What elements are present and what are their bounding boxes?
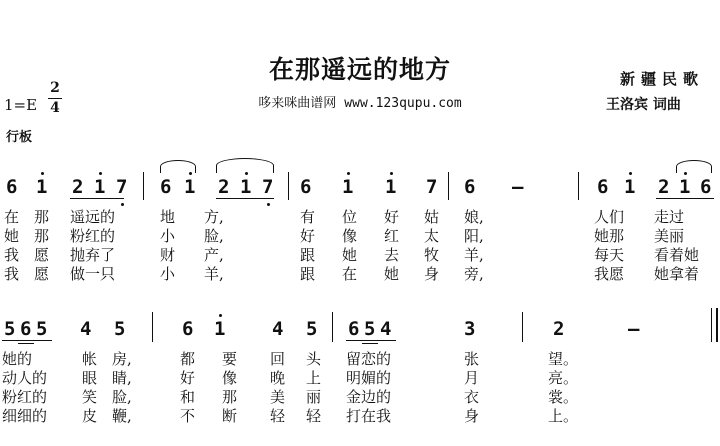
lyric-word: 愿	[34, 265, 50, 283]
lyric-word: 望。	[548, 350, 579, 368]
song-origin: 新疆民歌	[620, 70, 705, 88]
lyric-word: 美	[270, 388, 286, 406]
lyric-word: 位	[342, 208, 358, 226]
jianpu-note: 7	[116, 176, 128, 198]
low-octave-dot	[121, 203, 124, 206]
lyric-word: 上。	[548, 407, 579, 425]
jianpu-note: 5	[36, 318, 48, 340]
lyric-word: 笑	[82, 388, 98, 406]
lyric-word: 地	[160, 208, 176, 226]
beam-underline	[70, 198, 124, 199]
high-octave-dot	[347, 172, 350, 175]
lyric-word: 姑	[424, 208, 440, 226]
jianpu-note: 1	[624, 176, 636, 198]
source-site-name: 哆来咪曲谱网	[258, 96, 337, 111]
beam-underline	[216, 198, 274, 199]
jianpu-note: 6	[6, 176, 18, 198]
lyric-word: 红	[384, 227, 400, 245]
lyric-word: 看着她	[654, 246, 700, 264]
jianpu-note: 1	[184, 176, 196, 198]
lyric-word: 睛,	[112, 369, 132, 387]
jianpu-note: 6	[700, 176, 712, 198]
beam-underline	[18, 343, 34, 344]
jianpu-note: 1	[36, 176, 48, 198]
jianpu-note: 6	[160, 176, 172, 198]
lyric-word: 人们	[594, 208, 625, 226]
jianpu-note: 2	[553, 318, 565, 340]
lyric-word: 身	[464, 407, 480, 425]
jianpu-note: –	[512, 176, 524, 198]
lyric-word: 有	[300, 208, 316, 226]
lyric-word: 像	[222, 369, 238, 387]
time-signature-divider	[48, 98, 62, 99]
barline	[152, 312, 153, 342]
lyric-word: 我	[4, 265, 20, 283]
final-barline-thick	[716, 308, 718, 342]
lyric-word: 金边的	[346, 388, 392, 406]
slur	[216, 158, 274, 173]
jianpu-note: 1	[94, 176, 106, 198]
source-url: www.123qupu.com	[344, 96, 462, 111]
score-line-1	[0, 176, 720, 206]
jianpu-note: 3	[464, 318, 476, 340]
lyric-word: 眼	[82, 369, 98, 387]
lyric-word: 脸,	[112, 388, 132, 406]
jianpu-note: 6	[464, 176, 476, 198]
lyric-word: 跟	[300, 265, 316, 283]
jianpu-note: 7	[262, 176, 274, 198]
lyric-word: 皮	[82, 407, 98, 425]
lyric-word: 做一只	[70, 265, 116, 283]
lyric-word: 去	[384, 246, 400, 264]
lyric-word: 回	[270, 350, 286, 368]
jianpu-note: 4	[380, 318, 392, 340]
score-line-2	[0, 318, 720, 348]
lyric-word: 都	[180, 350, 196, 368]
lyric-word: 好	[300, 227, 316, 245]
lyric-word: 像	[342, 227, 358, 245]
lyric-word: 在	[342, 265, 358, 283]
barline	[578, 172, 579, 200]
song-title: 在那遥远的地方	[268, 55, 451, 84]
lyric-word: 粉红的	[2, 388, 48, 406]
lyric-word: 鞭,	[112, 407, 132, 425]
lyric-word: 羊,	[464, 246, 484, 264]
lyric-word: 那	[34, 227, 50, 245]
slur	[160, 160, 196, 173]
lyric-word: 好	[384, 208, 400, 226]
lyric-word: 裳。	[548, 388, 579, 406]
jianpu-note: 5	[364, 318, 376, 340]
barline	[288, 172, 289, 200]
lyric-word: 和	[180, 388, 196, 406]
lyric-word: 脸,	[204, 227, 224, 245]
lyric-word: 她	[342, 246, 358, 264]
lyric-word: 头	[306, 350, 322, 368]
jianpu-note: 1	[342, 176, 354, 198]
lyric-word: 我愿	[594, 265, 625, 283]
jianpu-note: 6	[182, 318, 194, 340]
lyric-word: 房,	[112, 350, 132, 368]
lyric-word: 亮。	[548, 369, 579, 387]
lyric-word: 阳,	[464, 227, 484, 245]
jianpu-note: 1	[240, 176, 252, 198]
high-octave-dot	[219, 314, 222, 317]
lyric-word: 走过	[654, 208, 685, 226]
lyric-word: 月	[464, 369, 480, 387]
lyric-word: 粉红的	[70, 227, 116, 245]
lyric-word: 衣	[464, 388, 480, 406]
jianpu-note: 1	[385, 176, 397, 198]
song-credits: 王洛宾 词曲	[606, 97, 681, 113]
time-signature	[48, 80, 62, 117]
lyric-word: 产,	[204, 246, 224, 264]
jianpu-note: 6	[348, 318, 360, 340]
high-octave-dot	[99, 172, 102, 175]
lyric-word: 太	[424, 227, 440, 245]
lyric-word: 轻	[270, 407, 286, 425]
jianpu-note: 6	[597, 176, 609, 198]
tempo-marking: 行板	[6, 130, 33, 145]
lyric-word: 动人的	[2, 369, 48, 387]
lyric-word: 帐	[82, 350, 98, 368]
lyric-word: 那	[222, 388, 238, 406]
jianpu-note: 5	[114, 318, 126, 340]
key-signature: 1=E	[4, 96, 38, 114]
lyric-word: 娘,	[464, 208, 484, 226]
lyric-word: 遥远的	[70, 208, 116, 226]
high-octave-dot	[390, 172, 393, 175]
lyric-word: 她的	[2, 350, 33, 368]
lyric-word: 旁,	[464, 265, 484, 283]
lyric-word: 方,	[204, 208, 224, 226]
barline	[143, 172, 144, 200]
jianpu-note: 7	[426, 176, 438, 198]
lyric-word: 小	[160, 265, 176, 283]
lyric-word: 她那	[594, 227, 625, 245]
lyric-word: 她	[384, 265, 400, 283]
lyric-word: 跟	[300, 246, 316, 264]
jianpu-note: 4	[80, 318, 92, 340]
high-octave-dot	[41, 172, 44, 175]
jianpu-note: 5	[306, 318, 318, 340]
final-barline	[711, 308, 712, 342]
jianpu-note: 1	[214, 318, 226, 340]
beam-underline	[656, 198, 714, 199]
beam-underline	[362, 343, 378, 344]
lyric-word: 留恋的	[346, 350, 392, 368]
barline	[332, 312, 333, 342]
lyric-word: 财	[160, 246, 176, 264]
lyric-word: 美丽	[654, 227, 685, 245]
slur	[676, 160, 712, 173]
lyric-word: 我	[4, 246, 20, 264]
jianpu-note: 1	[679, 176, 691, 198]
jianpu-note: 2	[658, 176, 670, 198]
jianpu-note: 2	[218, 176, 230, 198]
lyric-word: 要	[222, 350, 238, 368]
lyric-word: 在	[4, 208, 20, 226]
lyric-word: 上	[306, 369, 322, 387]
lyric-word: 每天	[594, 246, 625, 264]
lyric-word: 身	[424, 265, 440, 283]
time-signature-bottom: 4	[50, 100, 60, 116]
lyric-word: 打在我	[346, 407, 392, 425]
jianpu-note: 6	[300, 176, 312, 198]
lyric-word: 晚	[270, 369, 286, 387]
time-signature-top: 2	[50, 80, 60, 96]
lyric-word: 断	[222, 407, 238, 425]
lyric-word: 羊,	[204, 265, 224, 283]
jianpu-note: 2	[72, 176, 84, 198]
jianpu-note: 6	[20, 318, 32, 340]
beam-underline	[346, 340, 396, 341]
lyric-word: 小	[160, 227, 176, 245]
lyric-word: 愿	[34, 246, 50, 264]
high-octave-dot	[629, 172, 632, 175]
lyric-word: 明媚的	[346, 369, 392, 387]
lyric-word: 牧	[424, 246, 440, 264]
beam-underline	[2, 340, 52, 341]
lyric-word: 细细的	[2, 407, 48, 425]
lyric-word: 她拿着	[654, 265, 700, 283]
lyric-word: 轻	[306, 407, 322, 425]
lyric-word: 她	[4, 227, 20, 245]
jianpu-note: 4	[272, 318, 284, 340]
lyric-word: 好	[180, 369, 196, 387]
barline	[522, 312, 523, 342]
lyric-word: 不	[180, 407, 196, 425]
jianpu-note: 5	[4, 318, 16, 340]
lyric-word: 丽	[306, 388, 322, 406]
low-octave-dot	[267, 203, 270, 206]
jianpu-note: –	[628, 318, 640, 340]
barline	[448, 172, 449, 200]
lyric-word: 张	[464, 350, 480, 368]
lyric-word: 那	[34, 208, 50, 226]
lyric-word: 抛弃了	[70, 246, 116, 264]
